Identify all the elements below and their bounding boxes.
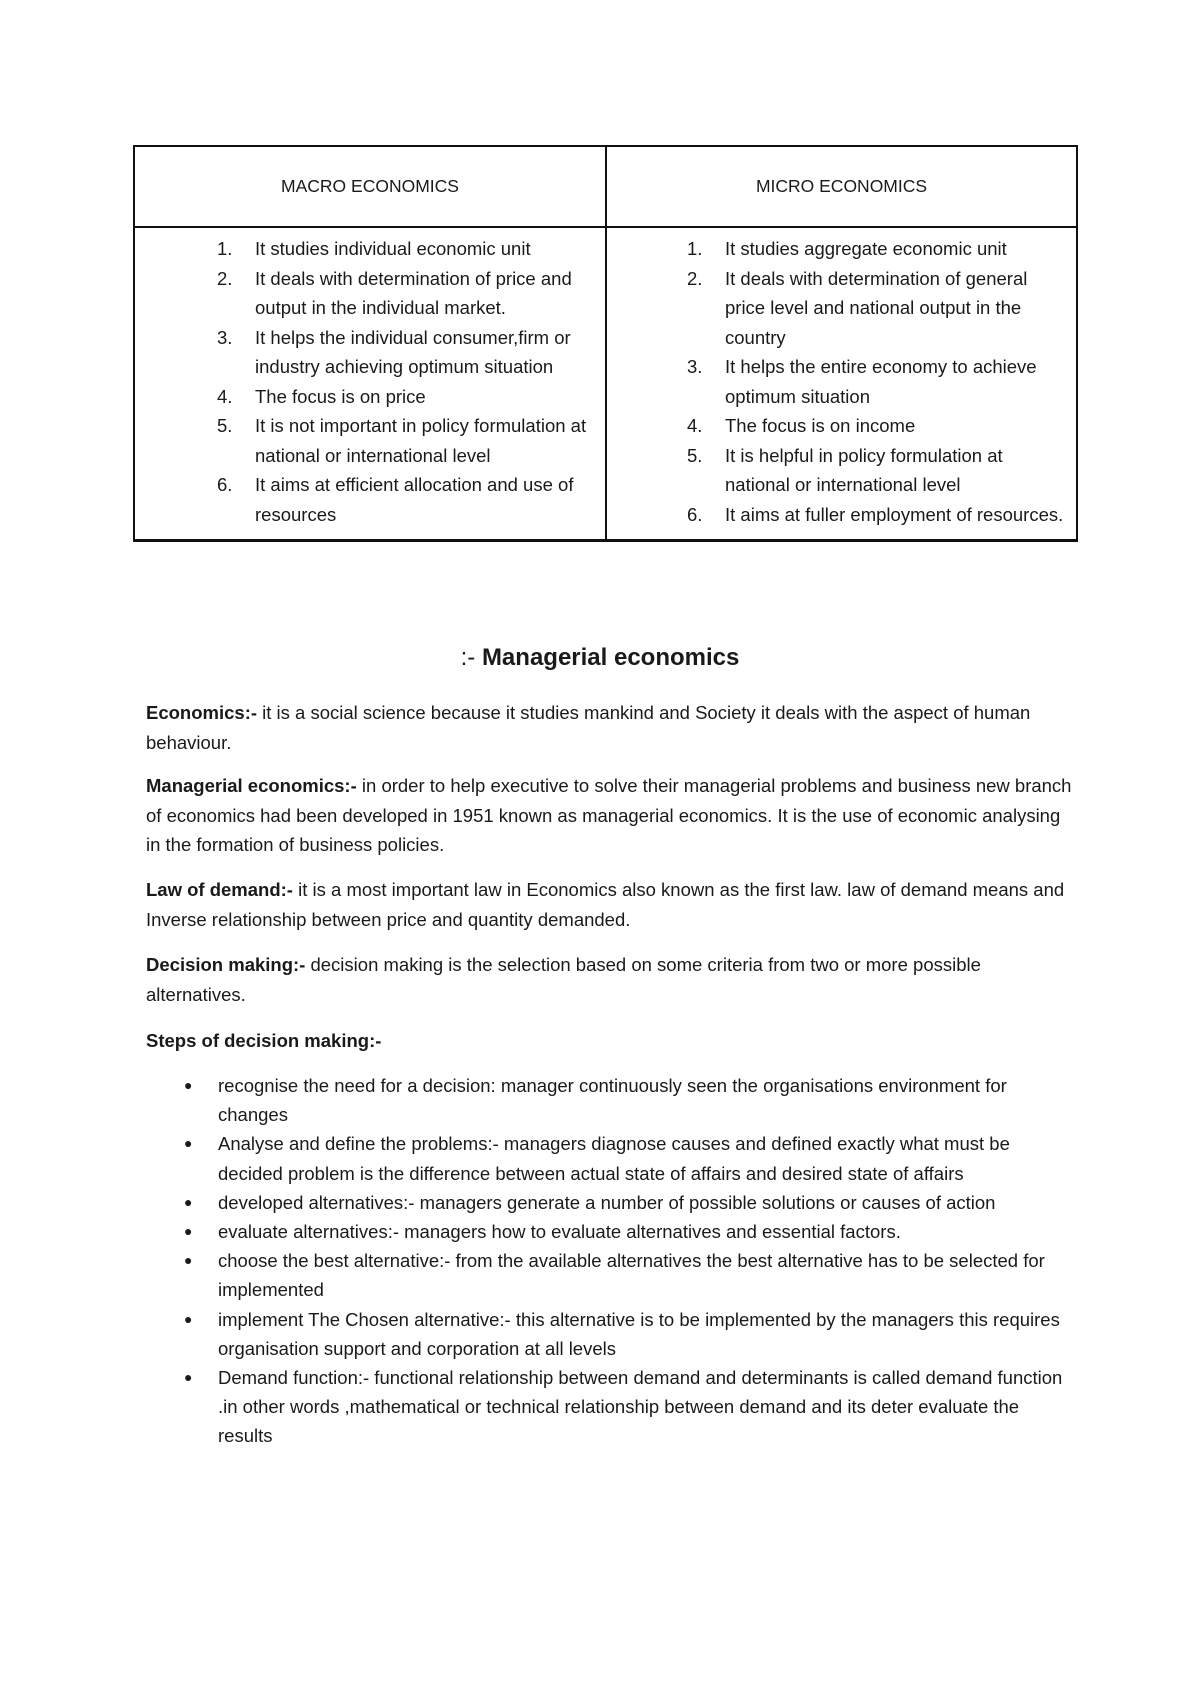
list-item — [135, 411, 595, 470]
heading-prefix: :- — [460, 644, 482, 671]
definition-term: Economics:- — [146, 702, 258, 723]
list-text: The focus is on income — [725, 415, 916, 436]
comparison-table — [133, 145, 1078, 542]
micro-cell — [606, 227, 1077, 541]
step-text: choose the best alternative:- from the available alternatives the best alternative has to be selected for implemented — [218, 1250, 1045, 1301]
bullet-icon: ● — [184, 1193, 193, 1210]
definition-term: Decision making:- — [146, 954, 306, 975]
list-item — [135, 382, 595, 412]
list-item — [607, 264, 1066, 353]
list-number: 5. — [217, 415, 233, 436]
list-item — [607, 441, 1066, 500]
list-number: 2. — [687, 267, 703, 289]
step-item — [146, 1071, 1076, 1129]
list-item — [607, 352, 1066, 411]
list-text: It is helpful in policy formulation at national or international level — [725, 444, 1003, 495]
heading-title: Managerial economics — [481, 644, 740, 671]
definition-text: decision making is the selection based on some criteria from two or more possible alternatives. — [146, 954, 981, 1005]
list-text: It is not important in policy formulation at national or international level — [255, 415, 587, 466]
step-item — [146, 1129, 1076, 1187]
micro-points-list — [607, 234, 1066, 529]
step-text: implement The Chosen alternative:- this alternative is to be implemented by the managers this requires organisation support and corporation at all levels — [218, 1308, 1060, 1359]
definition-text: it is a social science because it studies mankind and Society it deals with the aspect of human behaviour. — [146, 702, 1031, 753]
list-item — [135, 470, 595, 529]
list-text: It deals with determination of general price level and national output in the country — [725, 267, 1028, 348]
macro-cell — [134, 227, 606, 541]
list-text: It studies aggregate economic unit — [725, 238, 1007, 259]
list-number: 3. — [217, 326, 233, 348]
bullet-icon: ● — [184, 1077, 193, 1093]
bullet-icon: ● — [184, 1252, 193, 1269]
list-item — [607, 500, 1066, 530]
list-text: It deals with determination of price and output in the individual market. — [255, 267, 572, 318]
list-text: It helps the individual consumer,firm or industry achieving optimum situation — [255, 326, 571, 377]
list-number: 1. — [217, 238, 233, 259]
step-text: evaluate alternatives:- managers how to evaluate alternatives and essential factors. — [218, 1221, 901, 1243]
bullet-icon: ● — [184, 1223, 193, 1240]
list-number: 2. — [217, 267, 233, 289]
list-text: It aims at efficient allocation and use of resources — [255, 474, 574, 525]
step-text: recognise the need for a decision: manager continuously seen the organisations environment for changes — [218, 1075, 1007, 1126]
list-text: It helps the entire economy to achieve optimum situation — [725, 356, 1037, 407]
definition-law-of-demand — [146, 875, 1076, 934]
list-item — [607, 234, 1066, 264]
steps-heading-text: Steps of decision making:- — [146, 1030, 382, 1051]
list-text: It studies individual economic unit — [255, 238, 531, 259]
step-text: Demand function:- functional relationship between demand and determinants is called demand function .in other words ,mathematical or technical relationship between demand and its deter evaluate the results — [218, 1367, 1063, 1447]
bullet-icon: ● — [184, 1310, 193, 1327]
list-number: 1. — [687, 238, 703, 259]
definition-text: in order to help executive to solve their managerial problems and business new branch of economics had been developed in 1951 known as managerial economics. It is the use of economic analysing in the formation of business policies. — [146, 775, 1072, 855]
section-heading — [0, 644, 1200, 672]
list-number: 4. — [687, 415, 703, 436]
table-body-row — [134, 227, 1077, 541]
bullet-icon: ● — [184, 1369, 193, 1386]
definition-term: Law of demand:- — [146, 879, 293, 900]
list-text: It aims at fuller employment of resources. — [725, 503, 1064, 525]
step-text: developed alternatives:- managers generate a number of possible solutions or causes of action — [218, 1191, 996, 1213]
list-number: 6. — [217, 474, 233, 495]
micro-header: MICRO ECONOMICS — [606, 146, 1077, 227]
list-text: The focus is on price — [255, 385, 426, 407]
list-number: 6. — [687, 503, 703, 525]
list-number: 4. — [217, 385, 233, 407]
definition-term: Managerial economics:- — [146, 775, 357, 796]
macro-header: MACRO ECONOMICS — [134, 146, 606, 227]
definition-economics — [146, 698, 1076, 757]
step-item — [146, 1363, 1076, 1451]
bullet-icon: ● — [184, 1135, 193, 1152]
definition-text: it is a most important law in Economics also known as the first law. law of demand means and Inverse relationship between price and quantity demanded. — [146, 879, 1065, 930]
step-item — [146, 1305, 1076, 1363]
definition-decision-making — [146, 950, 1076, 1009]
steps-list — [146, 1071, 1076, 1451]
macro-points-list — [135, 234, 595, 529]
steps-heading — [146, 1026, 1076, 1056]
step-text: Analyse and define the problems:- managers diagnose causes and defined exactly what must be decided problem is the difference between actual state of affairs and desired state of affairs — [218, 1133, 1010, 1184]
step-item — [146, 1188, 1076, 1217]
list-item — [607, 411, 1066, 441]
list-number: 5. — [687, 444, 703, 466]
step-item — [146, 1217, 1076, 1246]
list-item — [135, 264, 595, 323]
list-item — [135, 234, 595, 264]
table-header-row — [134, 146, 1077, 227]
list-item — [135, 323, 595, 382]
list-number: 3. — [687, 356, 703, 377]
definition-managerial-economics — [146, 771, 1076, 860]
step-item — [146, 1246, 1076, 1304]
